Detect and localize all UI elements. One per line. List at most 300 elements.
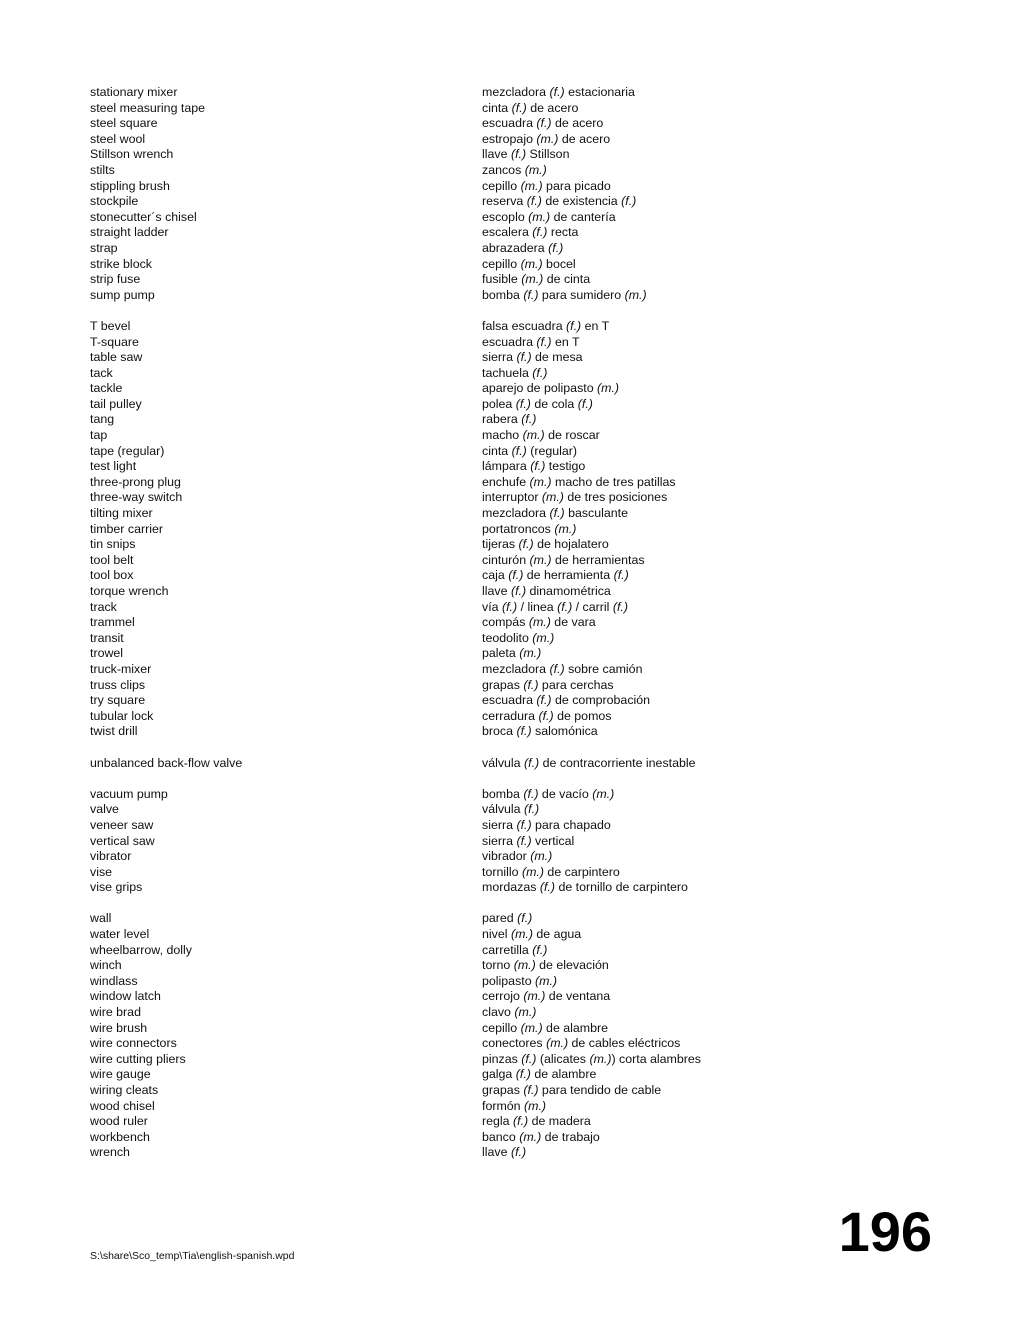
glossary-entry <box>90 958 930 974</box>
english-term: window latch <box>90 989 161 1004</box>
gender-marker: (m.) <box>520 178 543 193</box>
spanish-term-text: de acero <box>526 100 579 115</box>
spanish-term-text: formón <box>482 1098 525 1113</box>
english-term: wall <box>90 911 112 926</box>
spanish-term-text: mordazas <box>482 880 540 895</box>
spanish-term <box>482 974 930 990</box>
spanish-term-text: de cables eléctricos <box>568 1036 681 1051</box>
spanish-term-text: caja <box>482 568 509 583</box>
english-term: strike block <box>90 256 152 271</box>
spanish-term <box>482 1099 930 1115</box>
glossary-entry <box>90 147 930 163</box>
spanish-term <box>482 179 930 195</box>
spanish-term <box>482 1067 930 1083</box>
spanish-term-text: sierra <box>482 817 517 832</box>
spanish-term <box>482 335 930 351</box>
spanish-term <box>482 288 930 304</box>
english-term: T-square <box>90 334 139 349</box>
gender-marker: (f.) <box>532 365 548 380</box>
spanish-term-text: fusible <box>482 272 522 287</box>
spanish-term-text: sierra <box>482 833 517 848</box>
spanish-term <box>482 132 930 148</box>
glossary-entry <box>90 210 930 226</box>
glossary-entry <box>90 693 930 709</box>
english-term: tape (regular) <box>90 443 165 458</box>
gender-marker: (m.) <box>624 287 647 302</box>
glossary-entry <box>90 756 930 772</box>
spanish-term-text: broca <box>482 724 517 739</box>
english-term: wire brush <box>90 1020 148 1035</box>
spanish-term <box>482 1130 930 1146</box>
spanish-term-text: de agua <box>532 927 582 942</box>
spanish-term <box>482 631 930 647</box>
spanish-term <box>482 584 930 600</box>
gender-marker: (m.) <box>530 849 553 864</box>
spanish-term-text: para sumidero <box>538 287 625 302</box>
english-term: steel wool <box>90 131 146 146</box>
spanish-term <box>482 834 930 850</box>
spanish-term-text: para picado <box>542 178 611 193</box>
english-term: timber carrier <box>90 521 163 536</box>
spanish-term <box>482 101 930 117</box>
spanish-term-text: de trabajo <box>541 1129 600 1144</box>
spanish-term-text: galga <box>482 1067 516 1082</box>
glossary-entry <box>90 802 930 818</box>
gender-marker: (f.) <box>613 568 629 583</box>
spanish-term <box>482 475 930 491</box>
spanish-term-text: mezcladora <box>482 85 550 99</box>
spanish-term-text: salomónica <box>531 724 598 739</box>
spanish-term-text: en T <box>581 318 610 333</box>
spanish-term-text: llave <box>482 1145 511 1160</box>
english-term: tap <box>90 428 108 443</box>
gender-marker: (m.) <box>524 1098 547 1113</box>
gender-marker: (f.) <box>524 755 540 770</box>
english-term: test light <box>90 459 137 474</box>
english-term: valve <box>90 802 119 817</box>
glossary-entry <box>90 849 930 865</box>
english-term: wood ruler <box>90 1114 148 1129</box>
spanish-term-text: teodolito <box>482 630 533 645</box>
spanish-term-text: tornillo <box>482 864 522 879</box>
spanish-term <box>482 537 930 553</box>
english-term: tail pulley <box>90 396 142 411</box>
glossary-group <box>90 756 930 772</box>
spanish-term-text: tachuela <box>482 365 533 380</box>
gender-marker: (f.) <box>511 100 527 115</box>
spanish-term <box>482 724 930 740</box>
spanish-term <box>482 381 930 397</box>
glossary-entry <box>90 568 930 584</box>
english-term: stationary mixer <box>90 85 178 99</box>
spanish-term-text: grapas <box>482 1083 524 1097</box>
spanish-term-text: bomba <box>482 287 524 302</box>
gender-marker: (f.) <box>612 599 628 614</box>
glossary-entry <box>90 974 930 990</box>
glossary-entry <box>90 1021 930 1037</box>
spanish-term-text: válvula <box>482 802 525 817</box>
english-term: stonecutter´s chisel <box>90 209 197 224</box>
spanish-term-text: pinzas <box>482 1051 522 1066</box>
glossary-entry <box>90 553 930 569</box>
spanish-term-text: mezcladora <box>482 506 550 521</box>
spanish-term-text: de alambre <box>530 1067 597 1082</box>
spanish-term-text: válvula <box>482 755 525 770</box>
gender-marker: (f.) <box>515 1067 531 1082</box>
glossary-entry <box>90 927 930 943</box>
gender-marker: (m.) <box>529 474 552 489</box>
spanish-term <box>482 1114 930 1130</box>
spanish-term-text: de cinta <box>543 272 591 287</box>
spanish-term <box>482 490 930 506</box>
spanish-term <box>482 678 930 694</box>
spanish-term <box>482 693 930 709</box>
spanish-term <box>482 662 930 678</box>
glossary-entry <box>90 724 930 740</box>
glossary-entry <box>90 241 930 257</box>
english-term: strap <box>90 240 118 255</box>
spanish-term-text: tijeras <box>482 537 519 552</box>
spanish-term-text: ) corta alambres <box>611 1051 701 1066</box>
spanish-term <box>482 241 930 257</box>
gender-marker: (f.) <box>510 147 527 162</box>
spanish-term-text: carretilla <box>482 942 533 957</box>
spanish-term <box>482 880 930 896</box>
spanish-term <box>482 849 930 865</box>
english-term: sump pump <box>90 287 155 302</box>
glossary-entry <box>90 1145 930 1161</box>
english-term: try square <box>90 693 146 708</box>
glossary-entry <box>90 662 930 678</box>
gender-marker: (f.) <box>511 443 527 458</box>
english-term: trammel <box>90 615 135 630</box>
gender-marker: (m.) <box>523 989 546 1004</box>
glossary-entry <box>90 678 930 694</box>
spanish-term-text: (regular) <box>526 443 578 458</box>
gender-marker: (f.) <box>577 396 593 411</box>
spanish-term-text: sierra <box>482 350 517 365</box>
gender-marker: (f.) <box>510 584 527 598</box>
gender-marker: (m.) <box>536 131 559 146</box>
spanish-term <box>482 989 930 1005</box>
glossary-entry <box>90 288 930 304</box>
english-term: straight ladder <box>90 225 169 240</box>
spanish-term-text: de carpintero <box>543 864 620 879</box>
spanish-term-text: clavo <box>482 1005 515 1020</box>
spanish-term-text: para tendido de cable <box>538 1083 662 1097</box>
spanish-term-text: pared <box>482 911 518 926</box>
spanish-term-text: de contracorriente inestable <box>539 755 696 770</box>
spanish-term <box>482 787 930 803</box>
spanish-term-text: de acero <box>551 116 604 131</box>
english-term: stockpile <box>90 194 139 209</box>
glossary-entry <box>90 101 930 117</box>
gender-marker: (m.) <box>528 209 551 224</box>
glossary-entry <box>90 834 930 850</box>
spanish-term-text: reserva <box>482 194 527 209</box>
spanish-term <box>482 1036 930 1052</box>
english-term: wiring cleats <box>90 1083 159 1097</box>
spanish-term <box>482 943 930 959</box>
glossary-entry <box>90 880 930 896</box>
gender-marker: (f.) <box>530 459 546 474</box>
glossary-entry <box>90 865 930 881</box>
gender-marker: (f.) <box>621 194 637 209</box>
spanish-term-text: llave <box>482 147 511 162</box>
spanish-term-text: para chapado <box>531 817 611 832</box>
spanish-term-text: basculante <box>564 506 629 521</box>
english-term: steel measuring tape <box>90 100 206 115</box>
spanish-term-text: de vacío <box>538 786 593 801</box>
gender-marker: (f.) <box>523 1083 539 1097</box>
spanish-term-text: dinamométrica <box>526 584 611 598</box>
spanish-term <box>482 194 930 210</box>
glossary-entry <box>90 319 930 335</box>
spanish-term <box>482 459 930 475</box>
spanish-term <box>482 163 930 179</box>
gender-marker: (f.) <box>501 599 518 614</box>
english-term: T bevel <box>90 318 131 333</box>
gender-marker: (m.) <box>589 1051 612 1066</box>
english-term: wood chisel <box>90 1098 155 1113</box>
gender-marker: (f.) <box>513 1114 529 1129</box>
spanish-term-text: aparejo de polipasto <box>482 381 598 396</box>
spanish-term-text: macho <box>482 428 523 443</box>
spanish-term <box>482 350 930 366</box>
glossary-entry <box>90 506 930 522</box>
glossary-entry <box>90 490 930 506</box>
glossary-entry <box>90 1067 930 1083</box>
english-term: steel square <box>90 116 158 131</box>
spanish-term-text: zancos <box>482 162 525 177</box>
english-term: vertical saw <box>90 833 155 848</box>
spanish-term-text: interruptor <box>482 490 542 505</box>
glossary-entry <box>90 615 930 631</box>
english-term: truss clips <box>90 677 146 692</box>
english-term: table saw <box>90 350 143 365</box>
glossary-entry <box>90 85 930 101</box>
spanish-term-text: de hojalatero <box>533 537 609 552</box>
glossary-entry <box>90 194 930 210</box>
glossary-entry <box>90 397 930 413</box>
spanish-term-text: de ventana <box>545 989 611 1004</box>
glossary-entry <box>90 1130 930 1146</box>
gender-marker: (f.) <box>536 334 552 349</box>
spanish-term-text: nivel <box>482 927 511 942</box>
spanish-term <box>482 319 930 335</box>
gender-marker: (f.) <box>518 537 534 552</box>
english-term: vibrator <box>90 849 132 864</box>
spanish-term-text: escuadra <box>482 116 537 131</box>
spanish-term <box>482 818 930 834</box>
spanish-term <box>482 568 930 584</box>
spanish-term <box>482 802 930 818</box>
gender-marker: (m.) <box>519 1129 542 1144</box>
spanish-term-text: grapas <box>482 677 524 692</box>
spanish-term-text: polipasto <box>482 973 536 988</box>
gender-marker: (f.) <box>557 599 573 614</box>
english-term: tool belt <box>90 552 134 567</box>
spanish-term-text: escalera <box>482 225 533 240</box>
spanish-term-text: torno <box>482 958 514 973</box>
gender-marker: (m.) <box>532 630 555 645</box>
spanish-term-text: polea <box>482 396 516 411</box>
english-term: unbalanced back-flow valve <box>90 755 243 770</box>
spanish-term <box>482 147 930 163</box>
spanish-term <box>482 709 930 725</box>
spanish-term-text: / carril <box>572 599 613 614</box>
spanish-term-text: abrazadera <box>482 240 549 255</box>
english-term: wheelbarrow, dolly <box>90 942 192 957</box>
glossary-entry <box>90 1083 930 1099</box>
spanish-term-text: bocel <box>542 256 576 271</box>
english-term: workbench <box>90 1129 150 1144</box>
glossary-entry <box>90 257 930 273</box>
spanish-term-text: de mesa <box>531 350 583 365</box>
spanish-term <box>482 600 930 616</box>
glossary-entry <box>90 366 930 382</box>
spanish-term-text: de vara <box>550 615 596 630</box>
glossary-entry <box>90 350 930 366</box>
gender-marker: (m.) <box>554 521 577 536</box>
english-term: vise grips <box>90 880 143 895</box>
spanish-term-text: bomba <box>482 786 524 801</box>
spanish-term <box>482 1052 930 1068</box>
spanish-term <box>482 1145 930 1161</box>
english-term: torque wrench <box>90 584 169 598</box>
english-term: wire cutting pliers <box>90 1051 186 1066</box>
spanish-term <box>482 1021 930 1037</box>
spanish-term-text: de pomos <box>553 708 612 723</box>
gender-marker: (m.) <box>529 552 552 567</box>
english-term: tilting mixer <box>90 506 153 521</box>
glossary-entry <box>90 1052 930 1068</box>
glossary-entry <box>90 412 930 428</box>
gender-marker: (f.) <box>549 661 565 676</box>
spanish-term-text: lámpara <box>482 459 531 474</box>
gender-marker: (m.) <box>513 958 536 973</box>
gender-marker: (f.) <box>521 412 537 427</box>
gender-marker: (f.) <box>516 833 532 848</box>
gender-marker: (m.) <box>521 864 544 879</box>
english-term: vacuum pump <box>90 786 168 801</box>
gender-marker: (f.) <box>536 116 552 131</box>
spanish-term-text: de existencia <box>541 194 622 209</box>
gender-marker: (m.) <box>592 786 615 801</box>
spanish-term <box>482 225 930 241</box>
spanish-term-text: de roscar <box>544 428 600 443</box>
spanish-term-text: portatroncos <box>482 521 555 536</box>
spanish-term-text: rabera <box>482 412 522 427</box>
spanish-term-text: escuadra <box>482 693 537 708</box>
gender-marker: (m.) <box>520 256 543 271</box>
gender-marker: (f.) <box>523 287 539 302</box>
spanish-term-text: enchufe <box>482 474 530 489</box>
spanish-term-text: mezcladora <box>482 661 550 676</box>
english-term: tack <box>90 365 113 380</box>
glossary-entry <box>90 1005 930 1021</box>
english-term: wire connectors <box>90 1036 177 1051</box>
glossary-group <box>90 85 930 303</box>
spanish-term-text: testigo <box>545 459 586 474</box>
glossary-entry <box>90 475 930 491</box>
glossary-entry <box>90 428 930 444</box>
glossary-entry <box>90 600 930 616</box>
gender-marker: (f.) <box>526 194 542 209</box>
spanish-term <box>482 397 930 413</box>
spanish-term <box>482 1005 930 1021</box>
gender-marker: (m.) <box>519 646 542 661</box>
gender-marker: (f.) <box>523 677 539 692</box>
spanish-term-text: sobre camión <box>564 661 643 676</box>
spanish-term <box>482 927 930 943</box>
spanish-term-text: vibrador <box>482 849 531 864</box>
glossary-entry <box>90 646 930 662</box>
spanish-term-text: de alambre <box>542 1020 609 1035</box>
gender-marker: (f.) <box>524 802 540 817</box>
glossary-entry <box>90 132 930 148</box>
gender-marker: (m.) <box>546 1036 569 1051</box>
spanish-term-text: cinta <box>482 100 512 115</box>
gender-marker: (f.) <box>566 318 582 333</box>
spanish-term-text: cepillo <box>482 178 521 193</box>
spanish-term-text: recta <box>547 225 579 240</box>
glossary-entry <box>90 584 930 600</box>
spanish-term <box>482 210 930 226</box>
glossary-entry <box>90 631 930 647</box>
spanish-term <box>482 1083 930 1099</box>
spanish-term-text: escoplo <box>482 209 529 224</box>
spanish-term-text: en T <box>551 334 580 349</box>
spanish-term-text: cepillo <box>482 1020 521 1035</box>
spanish-term-text: llave <box>482 584 511 598</box>
spanish-term <box>482 911 930 927</box>
spanish-term-text: cinturón <box>482 552 530 567</box>
spanish-term-text: conectores <box>482 1036 547 1051</box>
spanish-term-text: para cerchas <box>538 677 614 692</box>
glossary-entry <box>90 989 930 1005</box>
english-term: tang <box>90 412 115 427</box>
glossary-entry <box>90 116 930 132</box>
spanish-term-text: estropajo <box>482 131 537 146</box>
spanish-term <box>482 506 930 522</box>
glossary <box>90 85 930 1161</box>
spanish-term <box>482 428 930 444</box>
spanish-term-text: de tres posiciones <box>563 490 668 505</box>
spanish-term-text: cinta <box>482 443 512 458</box>
spanish-term-text: de herramienta <box>523 568 614 583</box>
gender-marker: (f.) <box>538 708 554 723</box>
spanish-term-text: de cantería <box>550 209 616 224</box>
gender-marker: (f.) <box>532 942 548 957</box>
english-term: stippling brush <box>90 178 170 193</box>
gender-marker: (f.) <box>510 1145 527 1160</box>
english-term: winch <box>90 958 122 973</box>
spanish-term-text: de elevación <box>535 958 609 973</box>
glossary-group <box>90 319 930 740</box>
page-number: 196 <box>838 1200 932 1263</box>
english-term: trowel <box>90 646 124 661</box>
spanish-term <box>482 522 930 538</box>
gender-marker: (m.) <box>541 490 564 505</box>
gender-marker: (m.) <box>524 162 547 177</box>
spanish-term-text: escuadra <box>482 334 537 349</box>
spanish-term-text: cerradura <box>482 708 539 723</box>
spanish-term-text: cepillo <box>482 256 521 271</box>
english-term: tubular lock <box>90 708 154 723</box>
spanish-term <box>482 865 930 881</box>
gender-marker: (m.) <box>510 927 533 942</box>
